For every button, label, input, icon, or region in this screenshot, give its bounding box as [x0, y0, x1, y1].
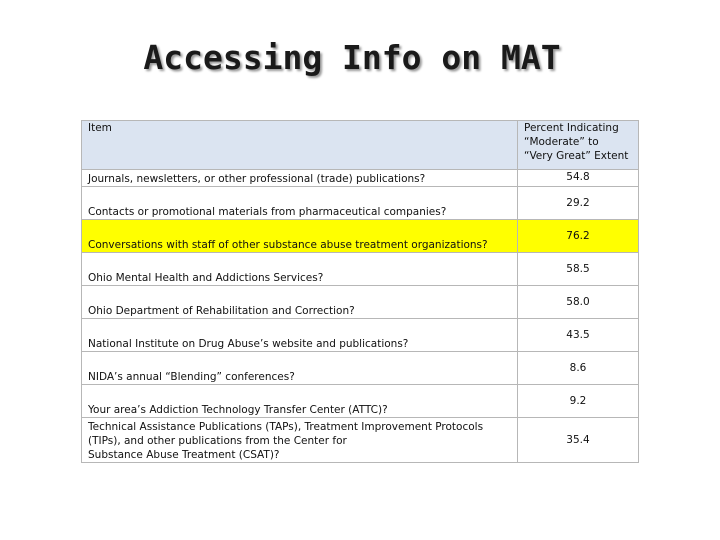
table-row — [82, 385, 639, 418]
item-cell: Your area’s Addiction Technology Transfer Center (ATTC)? — [82, 385, 518, 418]
item-cell: Conversations with staff of other substance abuse treatment organizations? — [82, 220, 518, 253]
item-cell: NIDA’s annual “Blending” conferences? — [82, 352, 518, 385]
table-row-highlighted — [82, 220, 639, 253]
header-percent-line: “Very Great” Extent — [524, 150, 629, 162]
item-cell: Ohio Mental Health and Addictions Services? — [82, 253, 518, 286]
percent-cell: 29.2 — [518, 187, 639, 220]
header-percent-line: “Moderate” to — [524, 136, 599, 148]
percent-cell: 35.4 — [518, 418, 639, 463]
table-row — [82, 352, 639, 385]
percent-cell: 9.2 — [518, 385, 639, 418]
table-row — [82, 418, 639, 463]
percent-cell: 58.5 — [518, 253, 639, 286]
item-cell: National Institute on Drug Abuse’s website and publications? — [82, 319, 518, 352]
percent-cell: 43.5 — [518, 319, 639, 352]
slide-title: Accessing Info on MAT — [143, 38, 561, 77]
item-cell: Ohio Department of Rehabilitation and Correction? — [82, 286, 518, 319]
percent-cell: 54.8 — [518, 170, 639, 187]
table-header-row — [82, 121, 639, 170]
item-cell — [82, 418, 518, 463]
percent-cell: 76.2 — [518, 220, 639, 253]
percent-cell: 8.6 — [518, 352, 639, 385]
table-row — [82, 187, 639, 220]
percent-cell: 58.0 — [518, 286, 639, 319]
table-row — [82, 170, 639, 187]
header-item — [82, 121, 518, 170]
survey-table — [81, 120, 639, 463]
header-percent-line: Percent Indicating — [524, 122, 619, 134]
header-percent — [518, 121, 639, 170]
header-item-label: Item — [88, 122, 112, 134]
table-row — [82, 286, 639, 319]
item-line: (TIPs), and other publications from the Center for — [88, 435, 347, 447]
item-cell: Contacts or promotional materials from pharmaceutical companies? — [82, 187, 518, 220]
item-line: Technical Assistance Publications (TAPs), Treatment Improvement Protocols — [88, 421, 484, 433]
item-cell: Journals, newsletters, or other professional (trade) publications? — [82, 170, 518, 187]
table-row — [82, 319, 639, 352]
item-line: Substance Abuse Treatment (CSAT)? — [88, 449, 280, 461]
table-row — [82, 253, 639, 286]
